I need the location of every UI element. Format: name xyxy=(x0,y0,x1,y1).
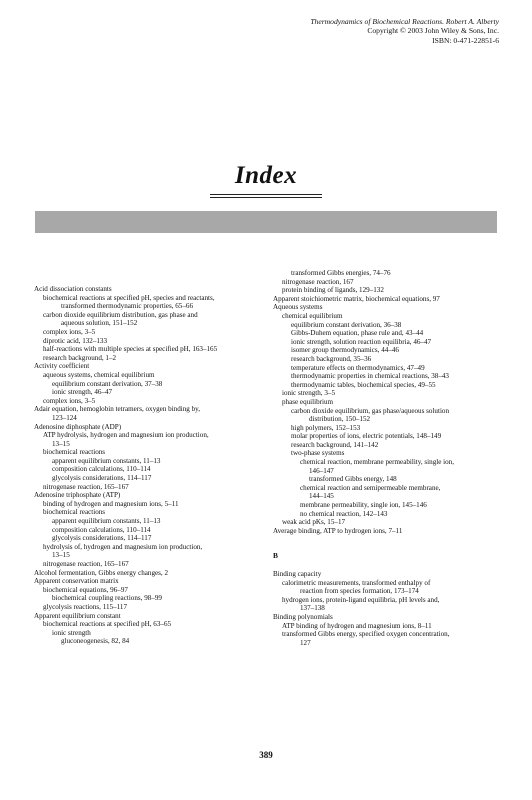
index-entry: apparent equilibrium constants, 11–13 xyxy=(52,456,161,465)
copyright-line: Copyright © 2003 John Wiley & Sons, Inc. xyxy=(367,26,499,36)
index-entry: equilibrium constant derivation, 36–38 xyxy=(291,320,402,329)
index-entry: Adair equation, hemoglobin tetramers, oxygen binding by, xyxy=(34,405,201,414)
index-entry: calorimetric measurements, transformed enthalpy of xyxy=(282,578,431,587)
index-entry: Apparent stoichiometric matrix, biochemical equations, 97 xyxy=(273,294,440,303)
index-entry: high polymers, 152–153 xyxy=(291,423,361,432)
index-entry: chemical equilibrium xyxy=(282,311,343,320)
index-entry: 127 xyxy=(300,638,311,647)
index-entry: ionic strength xyxy=(52,628,91,637)
index-column-left xyxy=(34,285,260,646)
index-entry: Aqueous systems xyxy=(273,303,323,312)
index-entry: ionic strength, 46–47 xyxy=(52,388,113,397)
index-entry: glycolysis considerations, 114–117 xyxy=(52,534,152,543)
index-entry: glycolysis considerations, 114–117 xyxy=(52,474,152,483)
index-entry: biochemical reactions at specified pH, 63–65 xyxy=(43,620,172,629)
index-section-letter: B xyxy=(273,552,278,561)
index-entry: Binding capacity xyxy=(273,570,322,578)
index-entry: carbon dioxide equilibrium, gas phase/aqueous solution xyxy=(291,406,450,415)
index-entry: nitrogenase reaction, 167 xyxy=(282,277,354,286)
index-entry: equilibrium constant derivation, 37–38 xyxy=(52,379,163,388)
index-entry: composition calculations, 110–114 xyxy=(52,465,151,474)
index-entry: ATP binding of hydrogen and magnesium ions, 8–11 xyxy=(282,621,432,630)
index-entry: distribution, 150–152 xyxy=(309,415,371,424)
index-entry: reaction from species formation, 173–174 xyxy=(300,587,419,596)
index-entry: 137–138 xyxy=(300,604,325,613)
index-entry: transformed Gibbs energy, 148 xyxy=(309,475,397,484)
index-entry: aqueous solution, 151–152 xyxy=(61,319,138,328)
index-entry: Activity coefficient xyxy=(34,362,90,371)
index-entry: 123–124 xyxy=(52,413,77,422)
index-entry: half-reactions with multiple species at specified pH, 163–165 xyxy=(43,345,218,354)
index-entry: biochemical coupling reactions, 98–99 xyxy=(52,594,162,603)
index-entry: biochemical reactions at specified pH, species and reactants, xyxy=(43,293,215,302)
index-entry: binding of hydrogen and magnesium ions, 5–11 xyxy=(43,499,179,508)
index-entry: 13–15 xyxy=(52,551,70,560)
page-title: Index xyxy=(234,162,298,189)
index-entry: biochemical reactions xyxy=(43,508,106,517)
index-entry: two-phase systems xyxy=(291,449,345,458)
index-entry: phase equilibrium xyxy=(282,397,334,406)
title-rule-bottom xyxy=(210,197,322,198)
index-entry: 13–15 xyxy=(52,439,70,448)
index-entry: Acid dissociation constants xyxy=(34,285,112,293)
index-entry: ATP hydrolysis, hydrogen and magnesium ion production, xyxy=(43,431,209,440)
index-entry: Gibbs-Duhem equation, phase rule and, 43–44 xyxy=(291,329,424,338)
index-entry: membrane permeability, single ion, 145–146 xyxy=(300,501,427,510)
index-entry: temperature effects on thermodynamics, 47–49 xyxy=(291,363,425,372)
index-entry: Adenosine diphosphate (ADP) xyxy=(34,422,122,431)
index-entry: molar properties of ions, electric potentials, 148–149 xyxy=(291,432,442,441)
index-entry: isomer group thermodynamics, 44–46 xyxy=(291,346,399,355)
index-entry: glycolysis reactions, 115–117 xyxy=(43,602,127,611)
index-entry: complex ions, 3–5 xyxy=(43,396,96,405)
isbn-line: ISBN: 0-471-22851-6 xyxy=(432,35,499,45)
page-number: 389 xyxy=(259,750,273,760)
index-entry: thermodynamic tables, biochemical species, 49–55 xyxy=(291,380,436,389)
index-entry: Adenosine triphosphate (ATP) xyxy=(34,491,121,500)
index-entry: 146–147 xyxy=(309,466,334,475)
index-entry: hydrogen ions, protein-ligand equilibria, pH levels and, xyxy=(282,595,440,604)
index-entry: chemical reaction and semipermeable membrane, xyxy=(300,483,441,492)
index-entry: weak acid pKs, 15–17 xyxy=(282,518,346,527)
index-entry: protein binding of ligands, 129–132 xyxy=(282,286,384,295)
index-entry: aqueous systems, chemical equilibrium xyxy=(43,370,155,379)
index-entry: Apparent conservation matrix xyxy=(34,577,119,586)
index-entry: gluconeogenesis, 82, 84 xyxy=(61,637,130,646)
index-entry: Average binding, ATP to hydrogen ions, 7–11 xyxy=(273,526,403,535)
index-entry: ionic strength, 3–5 xyxy=(282,389,335,398)
index-entry: Apparent equilibrium constant xyxy=(34,611,121,620)
index-entry: transformed thermodynamic properties, 65–66 xyxy=(61,302,193,311)
index-entry: Binding polynomials xyxy=(273,612,333,621)
index-column-right xyxy=(273,269,499,647)
index-entry: transformed Gibbs energy, specified oxygen concentration, xyxy=(282,630,450,639)
index-entry: diprotic acid, 132–133 xyxy=(43,336,108,345)
index-entry: chemical reaction, membrane permeability, single ion, xyxy=(300,458,454,467)
index-entry: carbon dioxide equilibrium distribution, gas phase and xyxy=(43,310,198,319)
index-entry: apparent equilibrium constants, 11–13 xyxy=(52,517,161,526)
index-entry: composition calculations, 110–114 xyxy=(52,525,151,534)
index-entry: research background, 141–142 xyxy=(291,440,379,449)
section-band xyxy=(35,211,497,233)
title-rule-top xyxy=(210,194,322,195)
index-entry: ionic strength, solution reaction equilibria, 46–47 xyxy=(291,337,432,346)
index-entry: research background, 35–36 xyxy=(291,354,372,363)
index-entry: thermodynamic properties in chemical reactions, 38–43 xyxy=(291,372,449,381)
book-citation: Thermodynamics of Biochemical Reactions. Robert A. Alberty xyxy=(310,17,499,26)
index-entry: hydrolysis of, hydrogen and magnesium ion production, xyxy=(43,542,203,551)
index-entry: nitrogenase reaction, 165–167 xyxy=(43,482,129,491)
running-header xyxy=(139,17,499,45)
index-entry: biochemical equations, 96–97 xyxy=(43,585,128,594)
index-entry: Alcohol fermentation, Gibbs energy changes, 2 xyxy=(34,568,169,577)
index-entry: transformed Gibbs energies, 74–76 xyxy=(291,269,391,277)
index-entry: complex ions, 3–5 xyxy=(43,327,96,336)
index-entry: biochemical reactions xyxy=(43,448,106,457)
index-entry: nitrogenase reaction, 165–167 xyxy=(43,560,129,568)
index-entry: research background, 1–2 xyxy=(43,353,117,362)
index-entry: no chemical reaction, 142–143 xyxy=(300,509,388,518)
index-entry: 144–145 xyxy=(309,492,334,501)
